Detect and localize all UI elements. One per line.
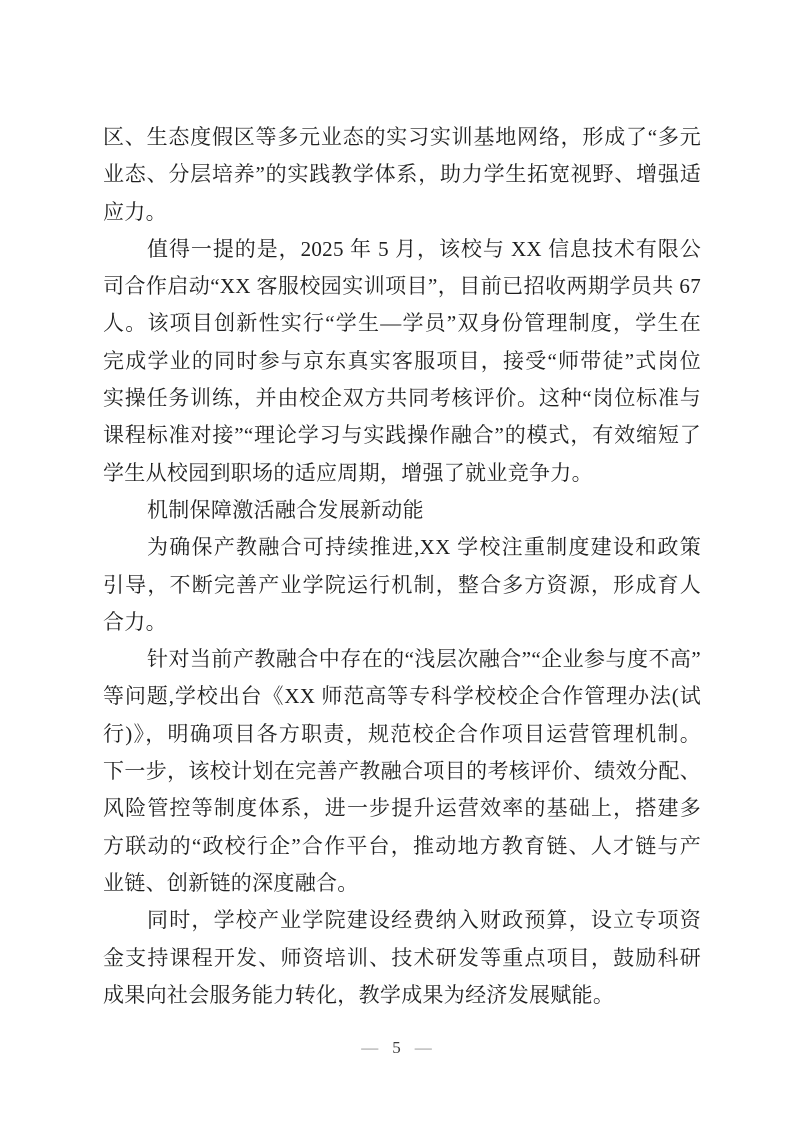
body-line: 实操任务训练，并由校企双方共同考核评价。这种“岗位标准与 bbox=[103, 386, 701, 411]
body-line: 区、生态度假区等多元业态的实习实训基地网络，形成了“多元 bbox=[103, 125, 701, 149]
page-number: 5 bbox=[392, 1038, 401, 1057]
body-line: 学生从校园到职场的适应周期，增强了就业竞争力。 bbox=[103, 460, 593, 485]
page-footer bbox=[0, 1036, 793, 1060]
body-line: 同时，学校产业学院建设经费纳入财政预算，设立专项资 bbox=[147, 908, 701, 933]
body-line: 等问题,学校出台《XX 师范高等专科学校校企合作管理办法(试 bbox=[103, 684, 701, 709]
body-line: 引导，不断完善产业学院运行机制，整合多方资源，形成育人 bbox=[103, 572, 701, 597]
body-line: 针对当前产教融合中存在的“浅层次融合”“企业参与度不高” bbox=[147, 647, 701, 672]
body-line: 为确保产教融合可持续推进,XX 学校注重制度建设和政策 bbox=[147, 535, 701, 560]
body-line: 完成学业的同时参与京东真实客服项目，接受“师带徒”式岗位 bbox=[103, 348, 701, 373]
body-line: 人。该项目创新性实行“学生—学员”双身份管理制度，学生在 bbox=[103, 311, 701, 336]
body-line: 业链、创新链的深度融合。 bbox=[103, 870, 359, 895]
body-line: 金支持课程开发、师资培训、技术研发等重点项目，鼓励科研 bbox=[103, 945, 701, 970]
body-line: 业态、分层培养”的实践教学体系，助力学生拓宽视野、增强适 bbox=[103, 162, 701, 187]
body-line: 下一步，该校计划在完善产教融合项目的考核评价、绩效分配、 bbox=[103, 759, 701, 784]
body-line: 成果向社会服务能力转化，教学成果为经济发展赋能。 bbox=[103, 982, 615, 1007]
body-line: 合力。 bbox=[103, 609, 167, 634]
body-line: 值得一提的是，2025 年 5 月，该校与 XX 信息技术有限公 bbox=[147, 236, 701, 261]
document-body bbox=[103, 119, 701, 1014]
section-heading-line: 机制保障激活融合发展新动能 bbox=[147, 497, 424, 522]
body-line: 应力。 bbox=[103, 199, 167, 224]
body-line: 课程标准对接”“理论学习与实践操作融合”的模式，有效缩短了 bbox=[103, 423, 701, 448]
footer-right-dash: — bbox=[414, 1038, 432, 1057]
footer-left-dash: — bbox=[361, 1038, 379, 1057]
body-line: 行)》，明确项目各方职责，规范校企合作项目运营管理机制。 bbox=[103, 721, 701, 746]
body-line: 司合作启动“XX 客服校园实训项目”，目前已招收两期学员共 67 bbox=[103, 274, 701, 299]
body-line: 方联动的“政校行企”合作平台，推动地方教育链、人才链与产 bbox=[103, 833, 701, 858]
body-line: 风险管控等制度体系，进一步提升运营效率的基础上，搭建多 bbox=[103, 796, 701, 821]
